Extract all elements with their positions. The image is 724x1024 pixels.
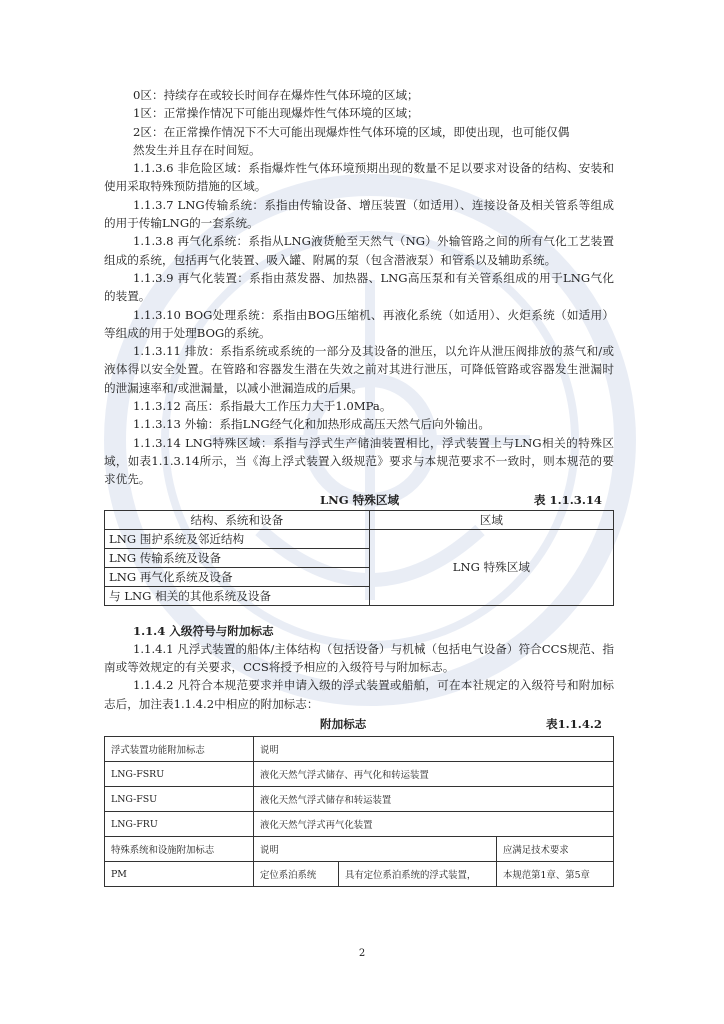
para-1-1-3-13: 1.1.3.13 外输：系指LNG经气化和加热形成高压天然气后向外输出。 xyxy=(133,417,490,432)
table-cell: 特殊系统和设施附加标志 xyxy=(105,837,254,862)
table-header-cell: 区域 xyxy=(369,510,613,529)
table-cell: LNG 再气化系统及设备 xyxy=(105,567,370,586)
table-2-caption xyxy=(104,715,614,734)
table-cell: 与 LNG 相关的其他系统及设备 xyxy=(105,586,370,605)
para-1-1-3-6: 1.1.3.6 非危险区域：系指爆炸性气体环境预期出现的数量不足以要求对设备的结构、安装和使用采取特殊预防措施的区域。 xyxy=(104,161,614,194)
table-1-number: 表 1.1.3.14 xyxy=(533,492,602,507)
table-2-title: 附加标志 xyxy=(320,717,367,732)
table-cell: 说明 xyxy=(254,837,497,862)
table-cell: 液化天然气浮式储存、再气化和转运装置 xyxy=(254,762,614,787)
lng-special-areas-table xyxy=(104,510,614,606)
table-cell: 本规范第1章、第5章 xyxy=(497,862,614,887)
para-1-1-3-12: 1.1.3.12 高压：系指最大工作压力大于1.0MPa。 xyxy=(133,399,392,414)
para-1-1-3-11: 1.1.3.11 排放：系指系统或系统的一部分及其设备的泄压，以允许从泄压阀排放的蒸气和/或液体得以安全处置。在管路和容器发生潜在失效之前对其进行泄压，可降低管路或容器发生泄漏时的泄漏速率和/或泄漏量，以减小泄漏造成的后果。 xyxy=(104,344,614,395)
table-cell: LNG 围护系统及邻近结构 xyxy=(105,529,370,548)
table-row xyxy=(105,787,614,812)
table-1-title: LNG 特殊区域 xyxy=(320,492,400,507)
para-1-1-4-1: 1.1.4.1 凡浮式装置的船体/主体结构（包括设备）与机械（包括电气设备）符合CCS规范、指南或等效规定的有关要求，CCS将授予相应的入级符号与附加标志。 xyxy=(104,641,614,675)
table-cell: 具有定位系泊系统的浮式装置， xyxy=(339,862,497,887)
table-cell: 说明 xyxy=(254,737,614,762)
table-header-row xyxy=(105,510,614,529)
zone-1-definition: 1区：正常操作情况下可能出现爆炸性气体环境的区域； xyxy=(133,106,419,121)
para-1-1-4-2: 1.1.4.2 凡符合本规范要求并申请入级的浮式装置或船舶，可在本社规定的入级符号和附加标志后，加注表1.1.4.2中相应的附加标志： xyxy=(104,678,614,711)
table-cell: LNG-FSU xyxy=(105,787,254,812)
table-cell: 浮式装置功能附加标志 xyxy=(105,737,254,762)
table-cell: LNG 传输系统及设备 xyxy=(105,548,370,567)
table-cell: LNG-FRU xyxy=(105,812,254,837)
additional-notations-table xyxy=(104,736,614,887)
document-page xyxy=(104,86,614,887)
table-2-number: 表1.1.4.2 xyxy=(546,717,602,732)
table-row xyxy=(105,737,614,762)
para-1-1-3-9: 1.1.3.9 再气化装置：系指由蒸发器、加热器、LNG高压泵和有关管系组成的用于LNG气化的装置。 xyxy=(104,270,614,304)
table-cell: 液化天然气浮式再气化装置 xyxy=(254,812,614,837)
table-row xyxy=(105,762,614,787)
table-row xyxy=(105,529,614,548)
zone-0-definition: 0区：持续存在或较长时间存在爆炸性气体环境的区域； xyxy=(133,88,419,102)
para-1-1-3-10: 1.1.3.10 BOG处理系统：系指由BOG压缩机、再液化系统（如适用）、火炬系统（如适用）等组成的用于处理BOG的系统。 xyxy=(104,307,614,340)
zone-2-definition-cont: 然发生并且存在时间短。 xyxy=(133,142,261,157)
para-1-1-3-8: 1.1.3.8 再气化系统：系指从LNG液货舱至天然气（NG）外输管路之间的所有气化工艺装置组成的系统，包括再气化装置、吸入罐、附属的泵（包含潜液泵）和管系以及辅助系统。 xyxy=(104,234,614,267)
page-number: 2 xyxy=(358,948,366,959)
table-cell: 应满足技术要求 xyxy=(497,837,614,862)
para-1-1-3-7: 1.1.3.7 LNG传输系统：系指由传输设备、增压装置（如适用）、连接设备及相关管系等组成的用于传输LNG的一套系统。 xyxy=(104,197,614,231)
table-1-caption xyxy=(104,491,614,510)
para-1-1-3-14: 1.1.3.14 LNG特殊区域：系指与浮式生产储油装置相比，浮式装置上与LNG相关的特殊区域，如表1.1.3.14所示，当《海上浮式装置入级规范》要求与本规范要求不一致时，则本规范的要求优先。 xyxy=(104,435,614,487)
table-cell: PM xyxy=(105,862,254,887)
table-row xyxy=(105,812,614,837)
section-heading: 1.1.4 入级符号与附加标志 xyxy=(133,623,274,638)
table-cell: 液化天然气浮式储存和转运装置 xyxy=(254,787,614,812)
table-merged-cell: LNG 特殊区域 xyxy=(369,529,613,605)
table-row xyxy=(105,862,614,887)
table-cell: LNG-FSRU xyxy=(105,762,254,787)
table-header-cell: 结构、系统和设备 xyxy=(105,510,370,529)
table-row xyxy=(105,837,614,862)
table-cell: 定位系泊系统 xyxy=(254,862,339,887)
zone-2-definition: 2区：在正常操作情况下不大可能出现爆炸性气体环境的区域，即使出现，也可能仅偶 xyxy=(133,124,570,139)
